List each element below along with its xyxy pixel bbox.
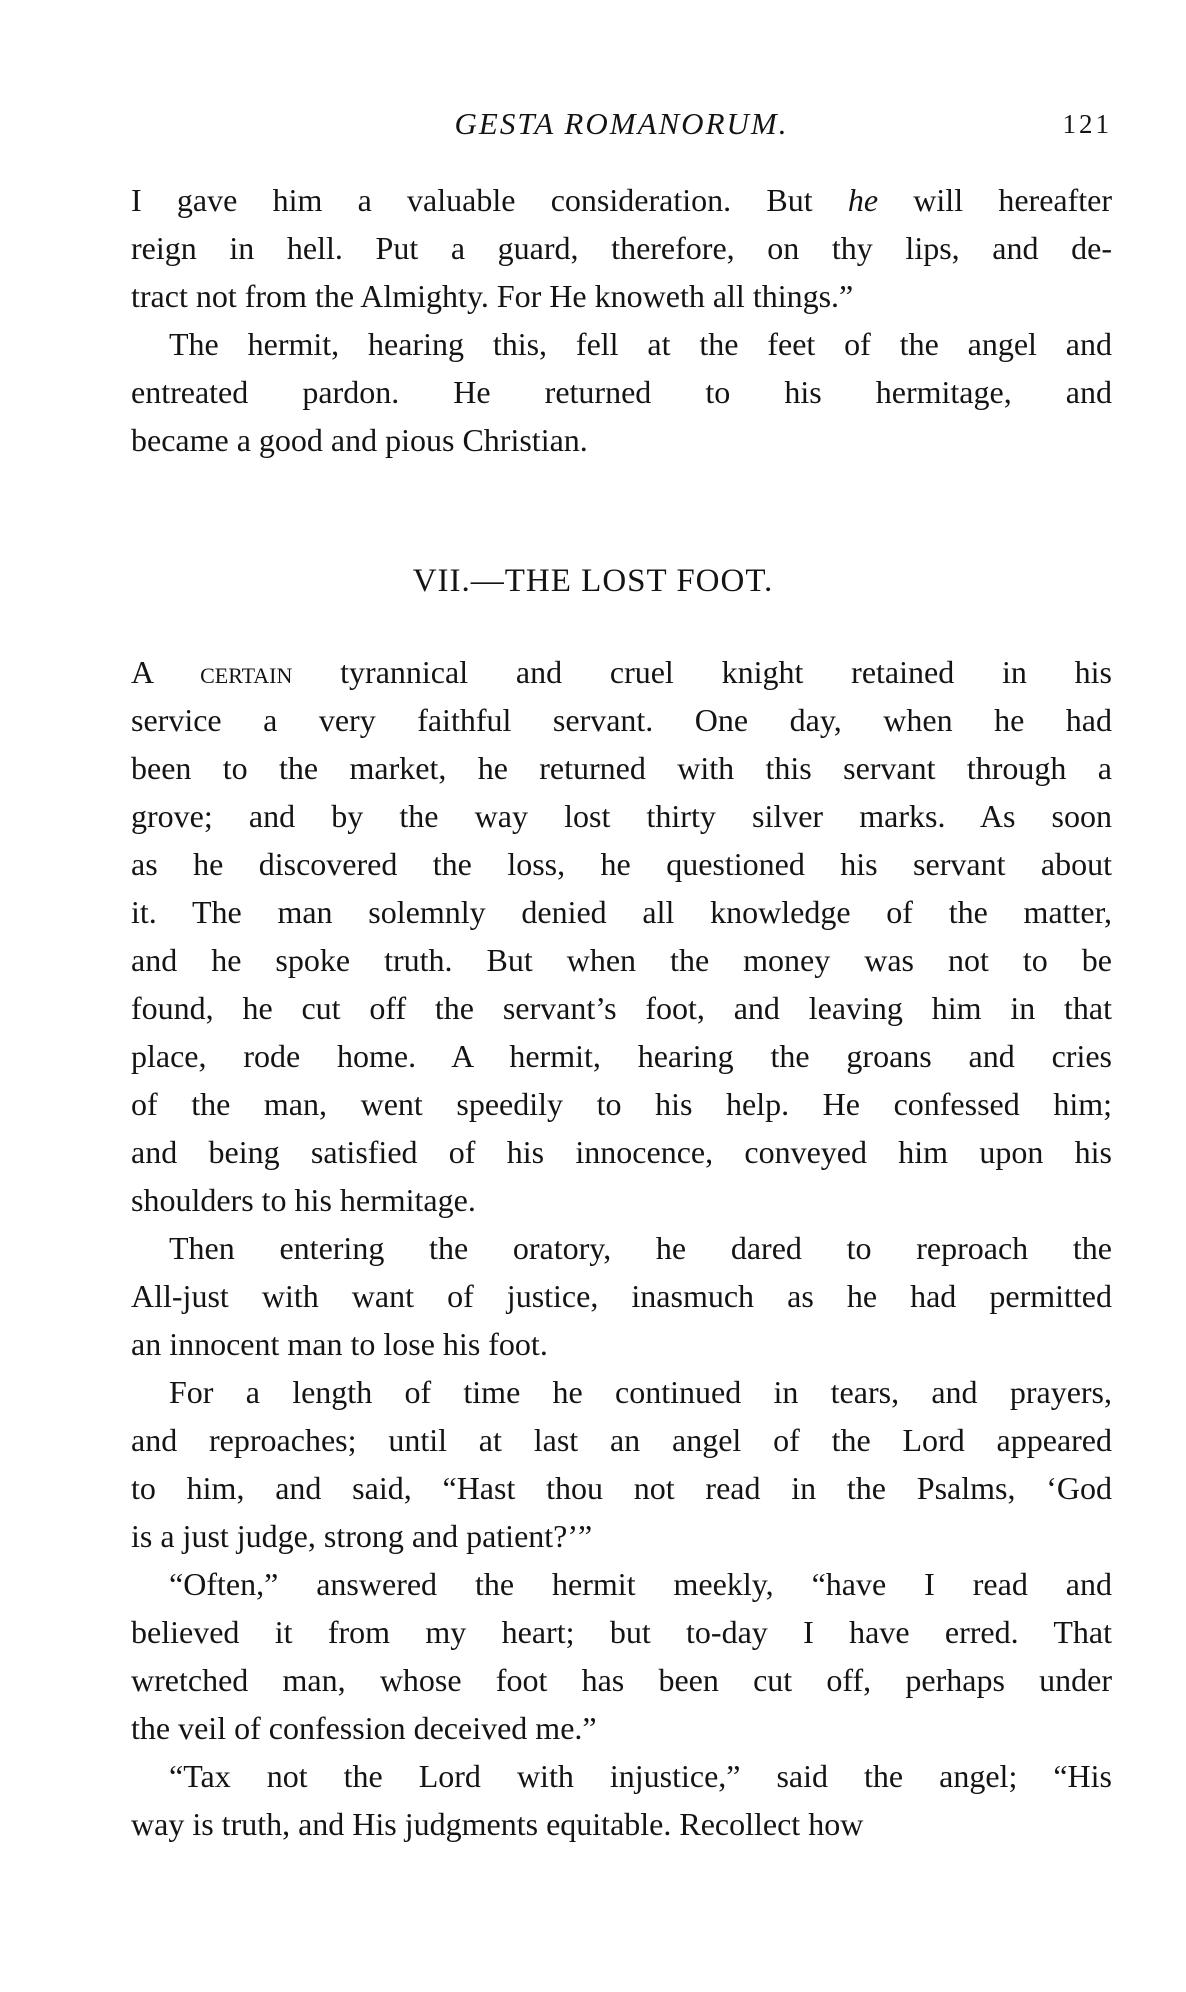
chapter-body (131, 648, 1112, 1848)
text-line: reign in hell. Put a guard, therefore, on thy lips, and de- (131, 230, 1112, 266)
text-line: the veil of confession deceived me.” (131, 1710, 597, 1746)
text-line: and he spoke truth. But when the money was not to be (131, 942, 1112, 978)
text-line: and reproaches; until at last an angel of the Lord appeared (131, 1422, 1112, 1458)
chapter-title: VII.—THE LOST FOOT. (412, 563, 774, 599)
text-line: “Often,” answered the hermit meekly, “have I read and (169, 1566, 1112, 1602)
text-line: shoulders to his hermitage. (131, 1182, 476, 1218)
page-number: 121 (1062, 109, 1112, 139)
continuation-text (131, 176, 1112, 464)
text-line: found, he cut off the servant’s foot, and leaving him in that (131, 990, 1112, 1026)
text-line: wretched man, whose foot has been cut off, perhaps under (131, 1662, 1112, 1698)
running-title: GESTA ROMANORUM. (454, 106, 789, 141)
text-line: an innocent man to lose his foot. (131, 1326, 548, 1362)
text-line: All-just with want of justice, inasmuch as he had permitted (131, 1278, 1112, 1314)
text-line: way is truth, and His judgments equitable. Recollect how (131, 1806, 864, 1842)
text-line: became a good and pious Christian. (131, 422, 588, 458)
text-line: A certain tyrannical and cruel knight retained in his (131, 654, 1112, 690)
text-line: service a very faithful servant. One day, when he had (131, 702, 1112, 738)
emphasis: he (847, 182, 879, 218)
text-line: “Tax not the Lord with injustice,” said the angel; “His (169, 1758, 1112, 1794)
text-line: of the man, went speedily to his help. He confessed him; (131, 1086, 1112, 1122)
text-line: is a just judge, strong and patient?’” (131, 1518, 593, 1554)
text-line: I gave him a valuable consideration. But he will hereafter (131, 182, 1113, 218)
text-line: to him, and said, “Hast thou not read in the Psalms, ‘God (131, 1470, 1112, 1506)
text-line: tract not from the Almighty. For He knoweth all things.” (131, 278, 854, 314)
text-line: grove; and by the way lost thirty silver marks. As soon (131, 798, 1112, 834)
text-line: place, rode home. A hermit, hearing the groans and cries (131, 1038, 1112, 1074)
text-line: as he discovered the loss, he questioned his servant about (131, 846, 1112, 882)
text-line: been to the market, he returned with this servant through a (131, 750, 1112, 786)
text-line: For a length of time he continued in tears, and prayers, (169, 1374, 1112, 1410)
text-line: entreated pardon. He returned to his hermitage, and (131, 374, 1112, 410)
text-line: believed it from my heart; but to-day I have erred. That (131, 1614, 1112, 1650)
page-header (131, 100, 1112, 148)
text-line: Then entering the oratory, he dared to reproach the (169, 1230, 1112, 1266)
text-line: it. The man solemnly denied all knowledge of the matter, (131, 894, 1112, 930)
small-caps-opening: certain (200, 654, 293, 690)
text-line: The hermit, hearing this, fell at the feet of the angel and (169, 326, 1112, 362)
text-line: and being satisfied of his innocence, conveyed him upon his (131, 1134, 1112, 1170)
